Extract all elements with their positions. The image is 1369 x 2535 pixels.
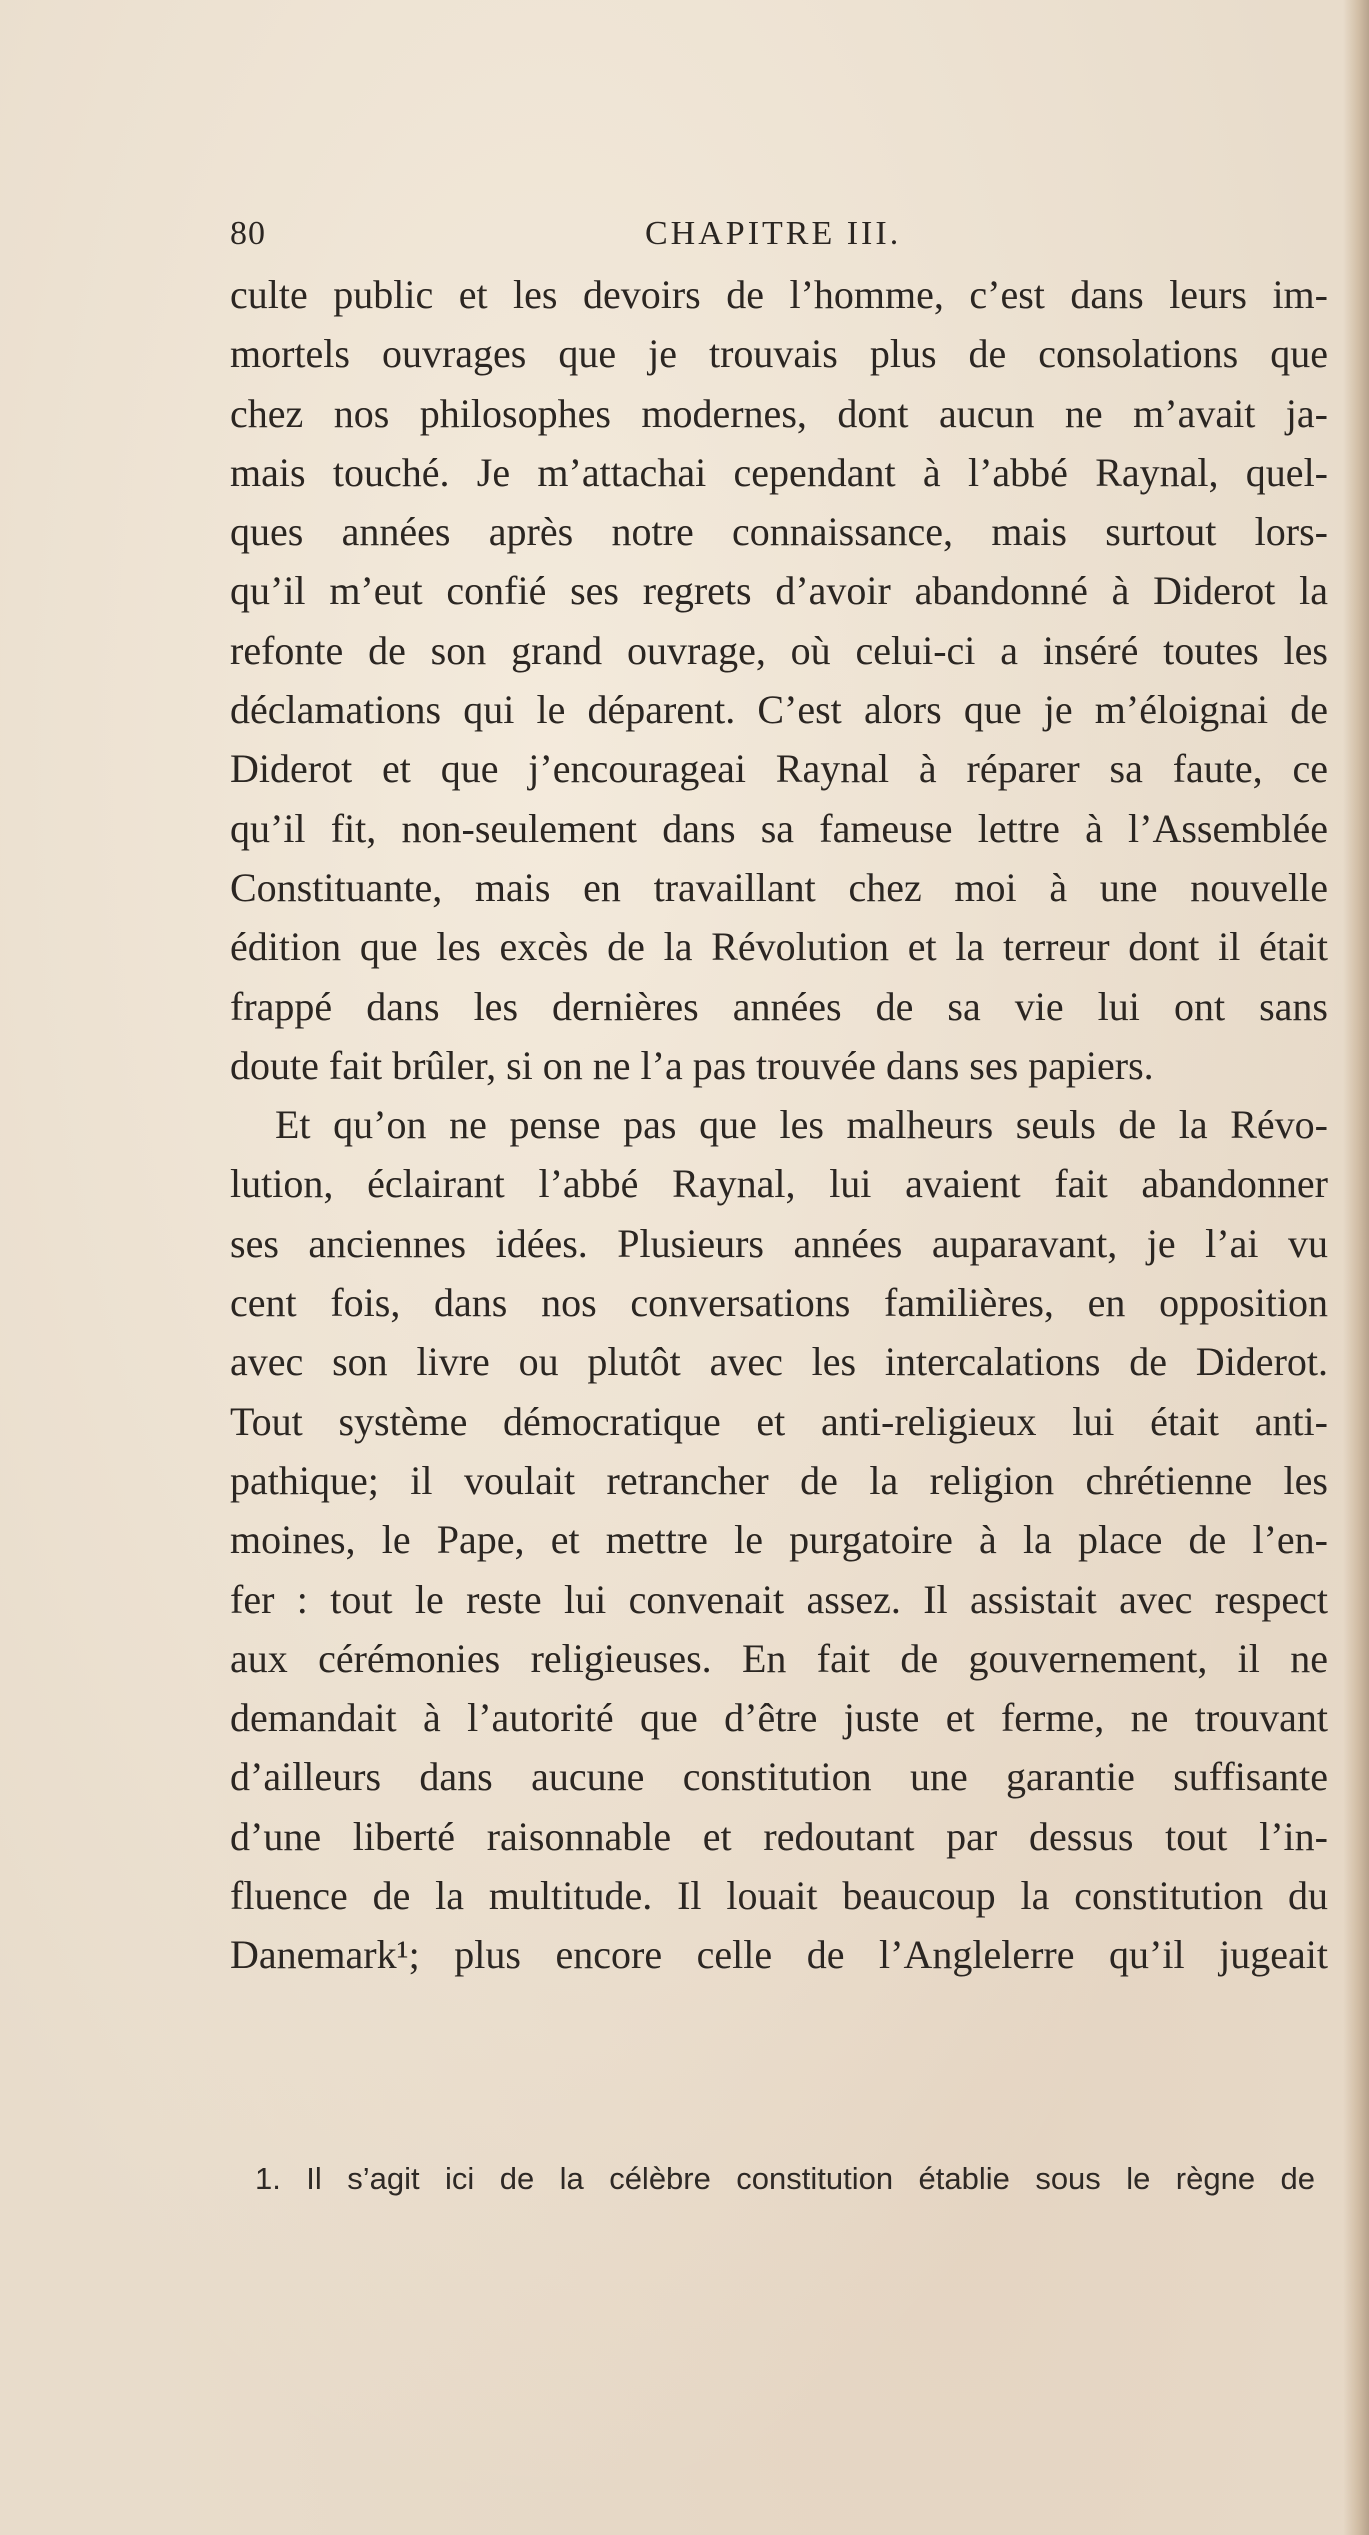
text-line: lution, éclairant l’abbé Raynal, lui avaient fait abandonner bbox=[230, 1161, 1328, 1207]
text-line: Constituante, mais en travaillant chez moi à une nouvelle bbox=[230, 864, 1328, 910]
text-line: moines, le Pape, et mettre le purgatoire à la place de l’en- bbox=[230, 1517, 1328, 1563]
text-line: avec son livre ou plutôt avec les intercalations de Diderot. bbox=[230, 1339, 1328, 1385]
text-line: cent fois, dans nos conversations familières, en opposition bbox=[230, 1280, 1328, 1326]
text-line: ses anciennes idées. Plusieurs années auparavant, je l’ai vu bbox=[230, 1220, 1328, 1266]
text-line: qu’il fit, non-seulement dans sa fameuse lettre à l’Assemblée bbox=[230, 805, 1328, 851]
text-line: aux cérémonies religieuses. En fait de gouvernement, il ne bbox=[230, 1635, 1328, 1681]
text-line: mais touché. Je m’attachai cependant à l’abbé Raynal, quel- bbox=[230, 449, 1328, 495]
text-line: frappé dans les dernières années de sa vie lui ont sans bbox=[230, 983, 1328, 1029]
text-line: Danemark¹; plus encore celle de l’Anglelerre qu’il jugeait bbox=[230, 1932, 1328, 1978]
page-number: 80 bbox=[230, 215, 266, 252]
text-line: chez nos philosophes modernes, dont aucun ne m’avait ja- bbox=[230, 390, 1328, 436]
text-line: édition que les excès de la Révolution et la terreur dont il était bbox=[230, 924, 1328, 970]
text-line: déclamations qui le déparent. C’est alors que je m’éloignai de bbox=[230, 687, 1328, 733]
text-line: mortels ouvrages que je trouvais plus de consolations que bbox=[230, 331, 1328, 377]
text-line: Diderot et que j’encourageai Raynal à réparer sa faute, ce bbox=[230, 746, 1328, 792]
text-line: d’ailleurs dans aucune constitution une garantie suffisante bbox=[230, 1754, 1328, 1800]
text-line: fer : tout le reste lui convenait assez. Il assistait avec respect bbox=[230, 1576, 1328, 1622]
page-header bbox=[230, 215, 1315, 263]
text-line: pathique; il voulait retrancher de la religion chrétienne les bbox=[230, 1457, 1328, 1503]
text-line: d’une liberté raisonnable et redoutant par dessus tout l’in- bbox=[230, 1813, 1328, 1859]
body-text bbox=[230, 265, 1328, 1985]
text-line-paragraph-start: Et qu’on ne pense pas que les malheurs seuls de la Révo- bbox=[275, 1102, 1328, 1148]
text-line: qu’il m’eut confié ses regrets d’avoir abandonné à Diderot la bbox=[230, 568, 1328, 614]
running-head: CHAPITRE III. bbox=[645, 215, 902, 252]
page-edge-shadow bbox=[1343, 0, 1369, 2535]
text-line: culte public et les devoirs de l’homme, c’est dans leurs im- bbox=[230, 272, 1328, 317]
text-line: ques années après notre connaissance, mais surtout lors- bbox=[230, 509, 1328, 555]
text-line: demandait à l’autorité que d’être juste et ferme, ne trouvant bbox=[230, 1695, 1328, 1741]
text-line: Tout système démocratique et anti-religieux lui était anti- bbox=[230, 1398, 1328, 1444]
text-line: refonte de son grand ouvrage, où celui-ci a inséré toutes les bbox=[230, 627, 1328, 673]
text-line-paragraph-end: doute fait brûler, si on ne l’a pas trouvée dans ses papiers. bbox=[230, 1042, 1154, 1088]
text-line: fluence de la multitude. Il louait beaucoup la constitution du bbox=[230, 1873, 1328, 1919]
footnote: 1. Il s’agit ici de la célèbre constitution établie sous le règne de bbox=[255, 2161, 1315, 2196]
